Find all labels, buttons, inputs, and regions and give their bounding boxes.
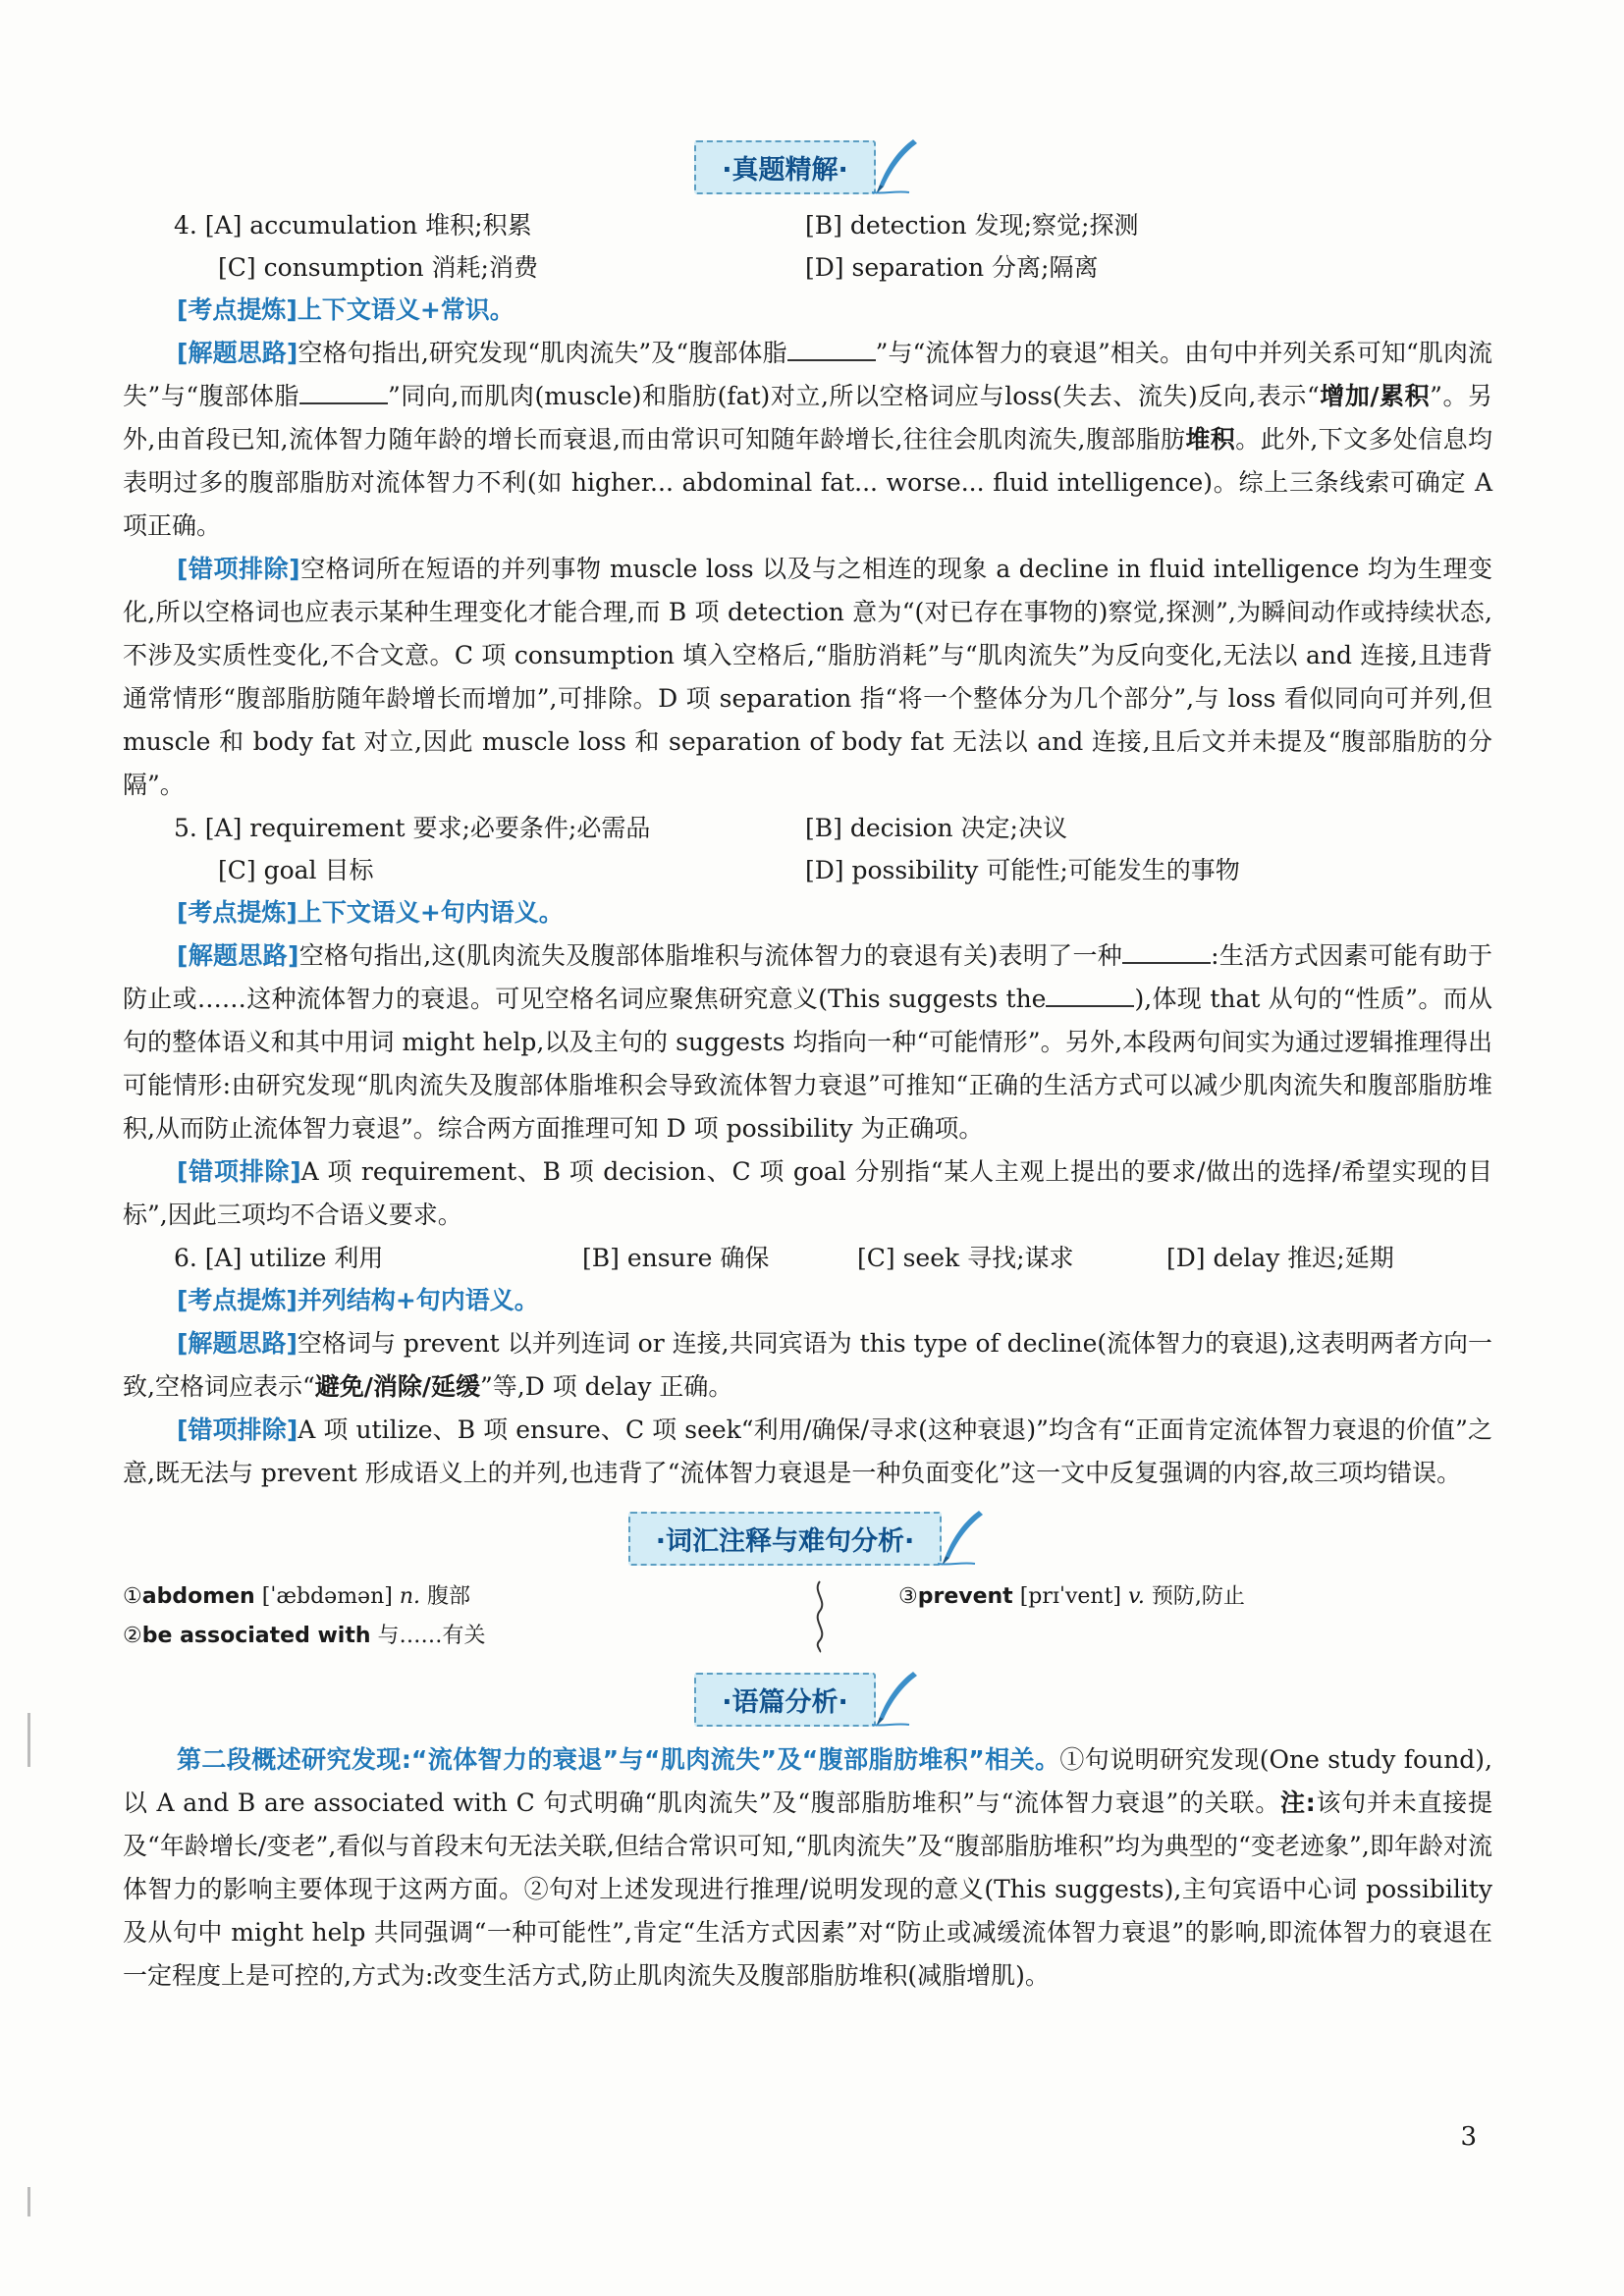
option-b: [B] detection 发现;察觉;探测 [805,211,1139,240]
vocab-item: ②be associated with 与……有关 [123,1624,486,1648]
option-b: [B] decision 决定;决议 [805,814,1067,842]
edge-mark [27,1713,30,1767]
blank-line [787,334,876,361]
quill-pen-icon [870,137,921,196]
option-c: [C] goal 目标 [218,856,374,884]
q5-options-row1 [123,807,1492,849]
q6-jieti: [解题思路]空格词与 prevent 以并列连词 or 连接,共同宾语为 this type of decline(流体智力的衰退),这表明两者方向一致,空格词应表示“避免/消除/延缓”等,D 项 delay 正确。 [123,1329,1492,1401]
section-title: ·语篇分析· [722,1686,848,1718]
q6-cuoxiang: [错项排除]A 项 utilize、B 项 ensure、C 项 seek“利用/确保/寻求(这种衰退)”均含有“正面肯定流体智力衰退的价值”之意,既无法与 prevent 形成语义上的并列,也违背了“流体智力衰退是一种负面变化”这一文中反复强调的内容,故三项均错误。 [123,1415,1492,1487]
q4-kaodian: [考点提炼]上下文语义+常识。 [177,295,514,324]
q5-cuoxiang: [错项排除]A 项 requirement、B 项 decision、C 项 goal 分别指“某人主观上提出的要求/做出的选择/希望实现的目标”,因此三项均不合语义要求。 [123,1157,1492,1229]
q5-options-row2 [123,849,1492,891]
option-a: 6. [A] utilize 利用 [174,1244,384,1272]
q4-options-row2 [123,246,1492,289]
quill-pen-icon [936,1509,987,1568]
q6-options [123,1237,1492,1279]
page-body [123,137,1492,1998]
blank-line [299,377,388,404]
analysis-paragraph: 第二段概述研究发现:“流体智力的衰退”与“肌肉流失”及“腹部脂肪堆积”相关。①句说明研究发现(One study found),以 A and B are associated with C 句式明确“肌肉流失”及“腹部脂肪堆积”与“流体智力衰退”的关联。注:该句并未直接提及“年龄增长/变老”,看似与首段末句无法关联,但结合常识可知,“肌肉流失”及“腹部脂肪堆积”均为典型的“变老迹象”,即年龄对流体智力的影响主要体现于这两方面。②句对上述发现进行推理/说明发现的意义(This suggests),主句宾语中心词 possibility 及从句中 might help 共同强调“一种可能性”,肯定“生活方式因素”对“防止或减缓流体智力衰退”的影响,即流体智力的衰退在一定程度上是可控的,方式为:改变生活方式,防止肌肉流失及腹部脂肪堆积(减脂增肌)。 [123,1745,1492,1990]
q4-cuoxiang: [错项排除]空格词所在短语的并列事物 muscle loss 以及与之相连的现象 a decline in fluid intelligence 均为生理变化,所以空格词也应表示某种生理变化才能合理,而 B 项 detection 意为“(对已存在事物的)察觉,探测”,为瞬间动作或持续状态,不涉及实质性变化,不合文意。C 项 consumption 填入空格后,“脂肪消耗”与“肌肉流失”为反向变化,无法以 and 连接,且违背通常情形“腹部脂肪随年龄增长而增加”,可排除。D 项 separation 指“将一个整体分为几个部分”,与 loss 看似同向可并列,但 muscle 和 body fat 对立,因此 muscle loss 和 separation of body fat 无法以 and 连接,且后文并未提及“腹部脂肪的分隔”。 [123,555,1492,799]
divider-squiggle [810,1579,830,1654]
section-header-vocab [123,1509,1492,1568]
q5-jieti: [解题思路]空格句指出,这(肌肉流失及腹部体脂堆积与流体智力的衰退有关)表明了一种 :生活方式因素可能有助于防止或……这种流体智力的衰退。可见空格名词应聚焦研究意义(This suggests the ),体现 that 从句的“性质”。而从句的整体语义和其中用词 might help,以及主句的 suggests 均指向一种“可能情形”。另外,本段两句间实为通过逻辑推理得出可能情形:由研究发现“肌肉流失及腹部体脂堆积会导致流体智力衰退”可推知“正确的生活方式可以减少肌肉流失和腹部脂肪堆积,从而防止流体智力衰退”。综合两方面推理可知 D 项 possibility 为正确项。 [123,934,1492,1150]
blank-line [1046,980,1134,1007]
option-c: [C] seek 寻找;谋求 [857,1244,1074,1272]
section-title: ·真题精解· [722,154,848,186]
option-d: [D] separation 分离;隔离 [805,253,1099,282]
section-header-zhenti [123,137,1492,196]
q5-kaodian: [考点提炼]上下文语义+句内语义。 [177,898,564,927]
edge-mark [27,2187,30,2216]
option-a: 4. [A] accumulation 堆积;积累 [174,211,532,240]
q6-kaodian: [考点提炼]并列结构+句内语义。 [177,1286,539,1314]
section-header-yupian [123,1670,1492,1729]
q4-options-row1 [123,204,1492,246]
blank-line [1122,936,1211,964]
q4-jieti: [解题思路]空格句指出,研究发现“肌肉流失”及“腹部体脂 ”与“流体智力的衰退”相关。由句中并列关系可知“肌肉流失”与“腹部体脂 ”同向,而肌肉(muscle)和脂肪(fat)对立,所以空格词应与loss(失去、流失)反向,表示“增加/累积”。另外,由首段已知,流体智力随年龄的增长而衰退,而由常识可知随年龄增长,往往会肌肉流失,腹部脂肪堆积。此外,下文多处信息均表明过多的腹部脂肪对流体智力不利(如 higher... abdominal fat... worse... fluid intelligence)。综上三条线索可确定 A 项正确。 [123,332,1492,548]
option-a: 5. [A] requirement 要求;必要条件;必需品 [174,814,651,842]
vocab-block [123,1577,1492,1656]
option-b: [B] ensure 确保 [582,1244,770,1272]
vocab-item: ③prevent [prɪˈvent] v. 预防,防止 [898,1584,1245,1609]
vocab-item: ①abdomen [ˈæbdəmən] n. 腹部 [123,1584,471,1609]
section-title: ·词汇注释与难句分析· [655,1525,915,1557]
option-d: [D] delay 推迟;延期 [1166,1244,1394,1272]
quill-pen-icon [870,1670,921,1729]
option-d: [D] possibility 可能性;可能发生的事物 [805,856,1240,884]
option-c: [C] consumption 消耗;消费 [218,253,538,282]
page-number: 3 [1460,2122,1477,2152]
